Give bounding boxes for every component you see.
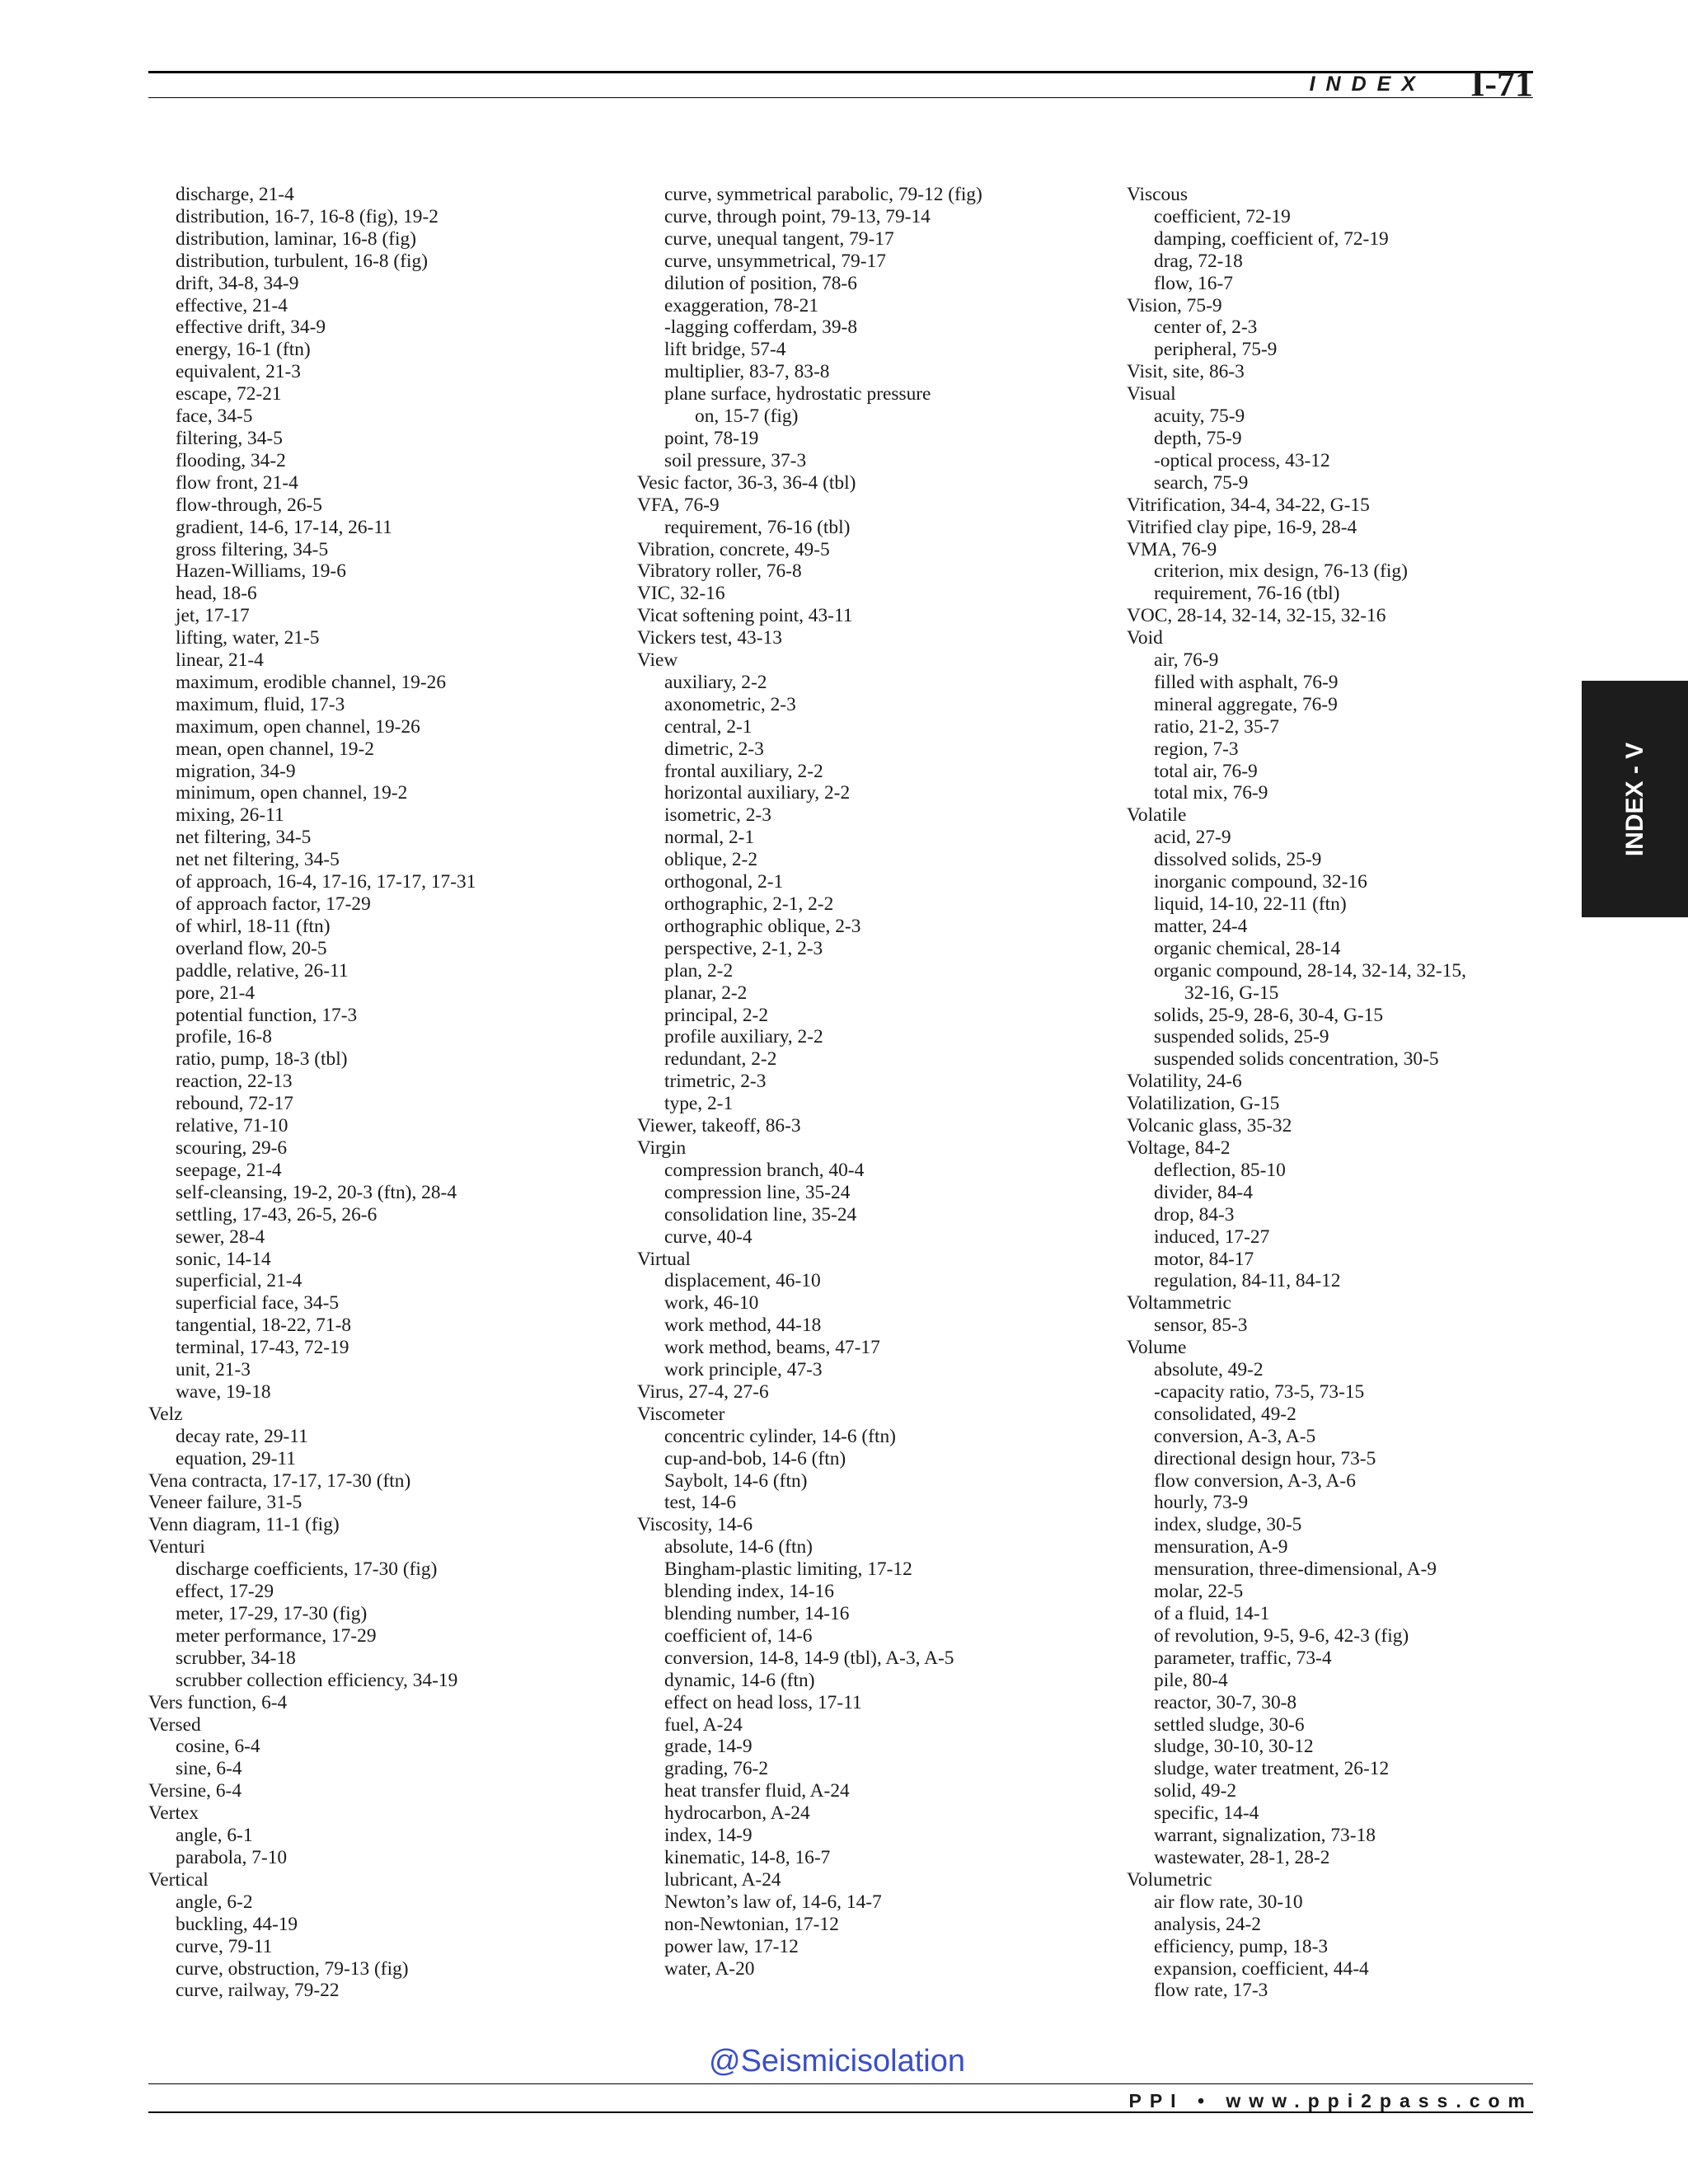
index-subentry: escape, 72-21 xyxy=(176,383,282,405)
index-subentry: index, sludge, 30-5 xyxy=(1154,1514,1302,1536)
index-subentry: -capacity ratio, 73-5, 73-15 xyxy=(1154,1380,1365,1403)
index-subentry: sludge, 30-10, 30-12 xyxy=(1154,1736,1314,1758)
index-subentry: angle, 6-2 xyxy=(176,1891,253,1913)
index-subentry: fuel, A-24 xyxy=(664,1713,743,1736)
index-subentry: sensor, 85-3 xyxy=(1154,1315,1248,1337)
index-heading: Vertex xyxy=(148,1802,199,1825)
index-subentry: power law, 17-12 xyxy=(664,1935,799,1957)
index-subentry: meter, 17-29, 17-30 (fig) xyxy=(176,1603,368,1624)
index-subentry: effect on head loss, 17-11 xyxy=(664,1691,862,1713)
index-heading: Viscosity, 14-6 xyxy=(637,1514,753,1536)
index-subentry: organic compound, 28-14, 32-14, 32-15, xyxy=(1154,959,1466,982)
index-subentry: profile, 16-8 xyxy=(176,1026,272,1048)
index-subentry: tangential, 18-22, 71-8 xyxy=(176,1315,352,1337)
index-heading: Voltage, 84-2 xyxy=(1127,1137,1231,1159)
index-subentry: superficial, 21-4 xyxy=(176,1270,302,1292)
index-subentry: test, 14-6 xyxy=(664,1492,737,1514)
index-subentry: profile auxiliary, 2-2 xyxy=(664,1026,823,1048)
index-subentry: central, 2-1 xyxy=(664,715,753,738)
index-heading: Viscometer xyxy=(637,1403,725,1425)
index-heading: Volumetric xyxy=(1127,1868,1212,1891)
index-subentry: heat transfer fluid, A-24 xyxy=(664,1780,850,1802)
index-subentry: net filtering, 34-5 xyxy=(176,827,312,849)
index-subentry: consolidated, 49-2 xyxy=(1154,1403,1296,1425)
footer-rule-top xyxy=(148,2083,1533,2084)
index-subentry: scrubber collection efficiency, 34-19 xyxy=(176,1669,458,1691)
index-subentry: ratio, pump, 18-3 (tbl) xyxy=(176,1048,348,1071)
index-subentry: concentric cylinder, 14-6 (ftn) xyxy=(664,1425,896,1447)
index-subentry: minimum, open channel, 19-2 xyxy=(176,782,408,804)
index-subentry: face, 34-5 xyxy=(176,405,253,428)
index-subentry: seepage, 21-4 xyxy=(176,1159,282,1181)
index-subentry: curve, unsymmetrical, 79-17 xyxy=(664,250,886,272)
index-subentry: sonic, 14-14 xyxy=(176,1248,271,1270)
index-column-3 xyxy=(1127,184,1466,2002)
index-subentry: directional design hour, 73-5 xyxy=(1154,1447,1376,1469)
index-subentry: curve, railway, 79-22 xyxy=(176,1980,340,2002)
index-subentry: air flow rate, 30-10 xyxy=(1154,1891,1303,1913)
section-thumb-tab xyxy=(1582,681,1688,917)
index-subentry: angle, 6-1 xyxy=(176,1825,253,1847)
index-subentry: damping, coefficient of, 72-19 xyxy=(1154,227,1389,250)
index-heading: Vibratory roller, 76-8 xyxy=(637,560,802,583)
index-subentry: kinematic, 14-8, 16-7 xyxy=(664,1846,831,1868)
index-subentry: drag, 72-18 xyxy=(1154,250,1243,272)
index-subentry: drop, 84-3 xyxy=(1154,1203,1235,1226)
index-subentry: dilution of position, 78-6 xyxy=(664,272,857,294)
index-subentry: frontal auxiliary, 2-2 xyxy=(664,760,823,782)
index-subentry: curve, obstruction, 79-13 (fig) xyxy=(176,1957,409,1980)
index-heading: Vicat softening point, 43-11 xyxy=(637,605,853,627)
index-subentry: migration, 34-9 xyxy=(176,760,296,782)
index-subentry: grading, 76-2 xyxy=(664,1758,769,1780)
index-subentry: normal, 2-1 xyxy=(664,827,755,849)
index-heading: Virtual xyxy=(637,1248,691,1270)
index-subentry: isometric, 2-3 xyxy=(664,804,771,827)
index-subentry: mensuration, A-9 xyxy=(1154,1536,1288,1558)
index-subentry: net net filtering, 34-5 xyxy=(176,849,340,871)
index-subentry: maximum, fluid, 17-3 xyxy=(176,693,345,715)
index-subentry: distribution, laminar, 16-8 (fig) xyxy=(176,227,417,250)
index-subentry: total mix, 76-9 xyxy=(1154,782,1268,804)
index-subentry: mineral aggregate, 76-9 xyxy=(1154,693,1338,715)
index-heading: VOC, 28-14, 32-14, 32-15, 32-16 xyxy=(1127,605,1386,627)
index-subentry: of approach factor, 17-29 xyxy=(176,893,371,915)
index-subentry: hydrocarbon, A-24 xyxy=(664,1802,810,1825)
index-subentry: sine, 6-4 xyxy=(176,1758,242,1780)
index-subentry: flow, 16-7 xyxy=(1154,272,1233,294)
index-subentry: scouring, 29-6 xyxy=(176,1137,288,1159)
index-subentry: equation, 29-11 xyxy=(176,1447,296,1469)
index-heading: Vision, 75-9 xyxy=(1127,294,1222,316)
index-subentry: lift bridge, 57-4 xyxy=(664,339,786,361)
index-heading: Visual xyxy=(1127,383,1176,405)
index-subentry: suspended solids, 25-9 xyxy=(1154,1026,1329,1048)
index-subentry: mensuration, three-dimensional, A-9 xyxy=(1154,1558,1437,1581)
index-heading: Velz xyxy=(148,1403,183,1425)
index-subentry: search, 75-9 xyxy=(1154,471,1249,494)
index-subentry: head, 18-6 xyxy=(176,583,257,605)
index-subentry: maximum, erodible channel, 19-26 xyxy=(176,671,447,693)
index-subentry: blending number, 14-16 xyxy=(664,1603,850,1624)
index-subentry: superficial face, 34-5 xyxy=(176,1292,340,1315)
index-subentry: rebound, 72-17 xyxy=(176,1093,293,1115)
index-subentry: work principle, 47-3 xyxy=(664,1359,823,1381)
index-subentry: gradient, 14-6, 17-14, 26-11 xyxy=(176,516,392,538)
index-subentry: -lagging cofferdam, 39-8 xyxy=(664,316,858,339)
index-subentry: dissolved solids, 25-9 xyxy=(1154,849,1322,871)
index-subentry: oblique, 2-2 xyxy=(664,849,758,871)
index-subentry: gross filtering, 34-5 xyxy=(176,538,329,560)
index-subentry: planar, 2-2 xyxy=(664,982,748,1004)
index-subentry: orthographic, 2-1, 2-2 xyxy=(664,893,834,915)
index-subentry: unit, 21-3 xyxy=(176,1359,251,1381)
index-subentry: criterion, mix design, 76-13 (fig) xyxy=(1154,560,1408,583)
index-heading: Voltammetric xyxy=(1127,1292,1231,1315)
index-subentry: of a fluid, 14-1 xyxy=(1154,1603,1270,1624)
index-subentry: lifting, water, 21-5 xyxy=(176,627,320,649)
index-subentry: work method, beams, 47-17 xyxy=(664,1337,880,1359)
index-subentry: ratio, 21-2, 35-7 xyxy=(1154,715,1280,738)
index-heading: Volcanic glass, 35-32 xyxy=(1127,1115,1292,1137)
index-subentry: conversion, 14-8, 14-9 (tbl), A-3, A-5 xyxy=(664,1647,954,1669)
index-subentry: solid, 49-2 xyxy=(1154,1780,1237,1802)
index-subentry: parameter, traffic, 73-4 xyxy=(1154,1647,1332,1669)
index-subentry: induced, 17-27 xyxy=(1154,1226,1270,1248)
index-subentry: compression line, 35-24 xyxy=(664,1181,851,1203)
index-subentry: solids, 25-9, 28-6, 30-4, G-15 xyxy=(1154,1004,1384,1026)
index-subentry: molar, 22-5 xyxy=(1154,1581,1244,1603)
index-subentry: regulation, 84-11, 84-12 xyxy=(1154,1270,1341,1292)
index-subentry: discharge, 21-4 xyxy=(176,184,294,205)
index-subentry: compression branch, 40-4 xyxy=(664,1159,865,1181)
index-subentry: perspective, 2-1, 2-3 xyxy=(664,937,823,959)
index-subentry: liquid, 14-10, 22-11 (ftn) xyxy=(1154,893,1347,915)
footer-publisher-url: PPI • www.ppi2pass.com xyxy=(1128,2090,1533,2111)
index-subentry: drift, 34-8, 34-9 xyxy=(176,272,299,294)
index-subentry: grade, 14-9 xyxy=(664,1736,753,1758)
index-heading: Vitrification, 34-4, 34-22, G-15 xyxy=(1127,494,1370,516)
index-subentry: divider, 84-4 xyxy=(1154,1181,1253,1203)
index-subentry: plan, 2-2 xyxy=(664,959,734,982)
index-subentry: total air, 76-9 xyxy=(1154,760,1258,782)
index-subentry: analysis, 24-2 xyxy=(1154,1913,1261,1935)
index-subentry: filled with asphalt, 76-9 xyxy=(1154,671,1339,693)
index-subentry: expansion, coefficient, 44-4 xyxy=(1154,1957,1369,1980)
index-subentry: work, 46-10 xyxy=(664,1292,759,1315)
index-continuation: 32-16, G-15 xyxy=(1184,982,1279,1004)
index-subentry: wastewater, 28-1, 28-2 xyxy=(1154,1846,1330,1868)
index-subentry: non-Newtonian, 17-12 xyxy=(664,1913,839,1935)
index-subentry: point, 78-19 xyxy=(664,427,759,449)
index-subentry: curve, 79-11 xyxy=(176,1935,273,1957)
index-subentry: energy, 16-1 (ftn) xyxy=(176,339,311,361)
index-heading: Veneer failure, 31-5 xyxy=(148,1492,302,1514)
index-subentry: discharge coefficients, 17-30 (fig) xyxy=(176,1558,438,1581)
index-heading: VFA, 76-9 xyxy=(637,494,720,516)
index-subentry: warrant, signalization, 73-18 xyxy=(1154,1825,1376,1847)
index-continuation: on, 15-7 (fig) xyxy=(695,405,799,428)
index-subentry: hourly, 73-9 xyxy=(1154,1492,1249,1514)
index-heading: Volatilization, G-15 xyxy=(1127,1093,1280,1115)
index-heading: Virus, 27-4, 27-6 xyxy=(637,1380,769,1403)
footer-rule-bottom xyxy=(148,2111,1533,2113)
index-subentry: axonometric, 2-3 xyxy=(664,693,796,715)
index-heading: Vena contracta, 17-17, 17-30 (ftn) xyxy=(148,1469,411,1492)
index-subentry: acuity, 75-9 xyxy=(1154,405,1245,428)
index-subentry: flow front, 21-4 xyxy=(176,471,298,494)
section-thumb-tab-label: INDEX - V xyxy=(1620,742,1648,856)
index-subentry: Bingham-plastic limiting, 17-12 xyxy=(664,1558,912,1581)
index-heading: VMA, 76-9 xyxy=(1127,538,1217,560)
index-subentry: maximum, open channel, 19-26 xyxy=(176,715,420,738)
index-heading: Vitrified clay pipe, 16-9, 28-4 xyxy=(1127,516,1357,538)
index-subentry: cup-and-bob, 14-6 (ftn) xyxy=(664,1447,846,1469)
index-subentry: effect, 17-29 xyxy=(176,1581,274,1603)
index-heading: View xyxy=(637,649,678,672)
index-column-2 xyxy=(637,184,982,1980)
index-subentry: requirement, 76-16 (tbl) xyxy=(664,516,851,538)
index-subentry: of revolution, 9-5, 9-6, 42-3 (fig) xyxy=(1154,1624,1409,1647)
index-subentry: reaction, 22-13 xyxy=(176,1071,293,1093)
index-heading: Volume xyxy=(1127,1337,1187,1359)
index-heading: Viscous xyxy=(1127,184,1188,205)
index-subentry: meter performance, 17-29 xyxy=(176,1624,377,1647)
index-subentry: dynamic, 14-6 (ftn) xyxy=(664,1669,815,1691)
index-subentry: type, 2-1 xyxy=(664,1093,734,1115)
running-header-label: INDEX xyxy=(1309,73,1426,96)
index-heading: VIC, 32-16 xyxy=(637,583,725,605)
index-subentry: deflection, 85-10 xyxy=(1154,1159,1286,1181)
index-subentry: distribution, 16-7, 16-8 (fig), 19-2 xyxy=(176,205,438,227)
index-subentry: coefficient of, 14-6 xyxy=(664,1624,813,1647)
index-subentry: acid, 27-9 xyxy=(1154,827,1231,849)
index-subentry: absolute, 49-2 xyxy=(1154,1359,1264,1381)
index-subentry: motor, 84-17 xyxy=(1154,1248,1254,1270)
index-subentry: of whirl, 18-11 (ftn) xyxy=(176,915,331,937)
index-subentry: reactor, 30-7, 30-8 xyxy=(1154,1691,1297,1713)
index-subentry: overland flow, 20-5 xyxy=(176,937,327,959)
index-subentry: requirement, 76-16 (tbl) xyxy=(1154,583,1340,605)
index-subentry: equivalent, 21-3 xyxy=(176,361,301,383)
index-subentry: parabola, 7-10 xyxy=(176,1846,288,1868)
index-subentry: conversion, A-3, A-5 xyxy=(1154,1425,1316,1447)
page-number: I-71 xyxy=(1470,63,1533,104)
index-heading: Vertical xyxy=(148,1868,209,1891)
index-heading: Vibration, concrete, 49-5 xyxy=(637,538,830,560)
index-heading: Vesic factor, 36-3, 36-4 (tbl) xyxy=(637,471,856,494)
index-heading: Vickers test, 43-13 xyxy=(637,627,782,649)
index-subentry: relative, 71-10 xyxy=(176,1115,288,1137)
index-subentry: coefficient, 72-19 xyxy=(1154,205,1291,227)
index-subentry: buckling, 44-19 xyxy=(176,1913,298,1935)
index-subentry: sewer, 28-4 xyxy=(176,1226,265,1248)
index-subentry: air, 76-9 xyxy=(1154,649,1219,672)
index-subentry: pile, 80-4 xyxy=(1154,1669,1228,1691)
index-heading: Viewer, takeoff, 86-3 xyxy=(637,1115,801,1137)
index-heading: Versine, 6-4 xyxy=(148,1780,242,1802)
index-subentry: linear, 21-4 xyxy=(176,649,264,672)
index-subentry: of approach, 16-4, 17-16, 17-17, 17-31 xyxy=(176,871,476,893)
index-subentry: soil pressure, 37-3 xyxy=(664,449,807,471)
index-column-1 xyxy=(148,184,476,2002)
index-subentry: horizontal auxiliary, 2-2 xyxy=(664,782,851,804)
index-subentry: terminal, 17-43, 72-19 xyxy=(176,1337,349,1359)
index-subentry: displacement, 46-10 xyxy=(664,1270,821,1292)
index-subentry: index, 14-9 xyxy=(664,1825,753,1847)
index-subentry: filtering, 34-5 xyxy=(176,427,283,449)
index-subentry: Hazen-Williams, 19-6 xyxy=(176,560,346,583)
index-subentry: self-cleansing, 19-2, 20-3 (ftn), 28-4 xyxy=(176,1181,457,1203)
index-subentry: redundant, 2-2 xyxy=(664,1048,777,1071)
watermark: @Seismicisolation xyxy=(709,2044,966,2079)
index-subentry: curve, 40-4 xyxy=(664,1226,753,1248)
index-subentry: -optical process, 43-12 xyxy=(1154,449,1330,471)
index-subentry: center of, 2-3 xyxy=(1154,316,1258,339)
index-subentry: dimetric, 2-3 xyxy=(664,738,764,760)
index-heading: Volatility, 24-6 xyxy=(1127,1071,1242,1093)
index-subentry: distribution, turbulent, 16-8 (fig) xyxy=(176,250,428,272)
index-heading: Versed xyxy=(148,1713,201,1736)
index-subentry: work method, 44-18 xyxy=(664,1315,822,1337)
index-subentry: jet, 17-17 xyxy=(176,605,250,627)
index-subentry: trimetric, 2-3 xyxy=(664,1071,767,1093)
index-subentry: water, A-20 xyxy=(664,1957,755,1980)
index-subentry: effective, 21-4 xyxy=(176,294,288,316)
index-subentry: cosine, 6-4 xyxy=(176,1736,260,1758)
index-subentry: inorganic compound, 32-16 xyxy=(1154,871,1367,893)
index-subentry: blending index, 14-16 xyxy=(664,1581,834,1603)
index-subentry: Saybolt, 14-6 (ftn) xyxy=(664,1469,808,1492)
index-subentry: exaggeration, 78-21 xyxy=(664,294,819,316)
index-subentry: wave, 19-18 xyxy=(176,1380,271,1403)
index-subentry: curve, unequal tangent, 79-17 xyxy=(664,227,894,250)
index-subentry: efficiency, pump, 18-3 xyxy=(1154,1935,1329,1957)
index-subentry: pore, 21-4 xyxy=(176,982,256,1004)
index-subentry: sludge, water treatment, 26-12 xyxy=(1154,1758,1390,1780)
index-subentry: mixing, 26-11 xyxy=(176,804,284,827)
index-subentry: settling, 17-43, 26-5, 26-6 xyxy=(176,1203,377,1226)
index-subentry: curve, symmetrical parabolic, 79-12 (fig) xyxy=(664,184,982,205)
index-subentry: peripheral, 75-9 xyxy=(1154,339,1278,361)
index-subentry: matter, 24-4 xyxy=(1154,915,1248,937)
index-subentry: lubricant, A-24 xyxy=(664,1868,781,1891)
index-subentry: potential function, 17-3 xyxy=(176,1004,358,1026)
index-subentry: absolute, 14-6 (ftn) xyxy=(664,1536,813,1558)
index-subentry: consolidation line, 35-24 xyxy=(664,1203,857,1226)
index-subentry: paddle, relative, 26-11 xyxy=(176,959,349,982)
index-subentry: mean, open channel, 19-2 xyxy=(176,738,374,760)
index-subentry: orthographic oblique, 2-3 xyxy=(664,915,861,937)
index-subentry: flow rate, 17-3 xyxy=(1154,1980,1268,2002)
index-subentry: settled sludge, 30-6 xyxy=(1154,1713,1305,1736)
index-subentry: decay rate, 29-11 xyxy=(176,1425,308,1447)
index-subentry: auxiliary, 2-2 xyxy=(664,671,767,693)
index-heading: Void xyxy=(1127,627,1163,649)
index-heading: Virgin xyxy=(637,1137,687,1159)
index-heading: Volatile xyxy=(1127,804,1187,827)
index-subentry: scrubber, 34-18 xyxy=(176,1647,296,1669)
index-subentry: flow conversion, A-3, A-6 xyxy=(1154,1469,1356,1492)
index-subentry: effective drift, 34-9 xyxy=(176,316,326,339)
index-subentry: multiplier, 83-7, 83-8 xyxy=(664,361,830,383)
index-subentry: principal, 2-2 xyxy=(664,1004,769,1026)
index-subentry: suspended solids concentration, 30-5 xyxy=(1154,1048,1439,1071)
header-rule-bottom xyxy=(148,97,1533,98)
index-subentry: curve, through point, 79-13, 79-14 xyxy=(664,205,931,227)
index-heading: Venturi xyxy=(148,1536,205,1558)
index-subentry: flow-through, 26-5 xyxy=(176,494,322,516)
index-heading: Visit, site, 86-3 xyxy=(1127,361,1245,383)
index-heading: Venn diagram, 11-1 (fig) xyxy=(148,1514,340,1536)
index-heading: Vers function, 6-4 xyxy=(148,1691,288,1713)
index-subentry: organic chemical, 28-14 xyxy=(1154,937,1341,959)
index-subentry: depth, 75-9 xyxy=(1154,427,1242,449)
index-subentry: region, 7-3 xyxy=(1154,738,1239,760)
index-subentry: specific, 14-4 xyxy=(1154,1802,1259,1825)
index-subentry: flooding, 34-2 xyxy=(176,449,286,471)
index-subentry: orthogonal, 2-1 xyxy=(664,871,784,893)
index-subentry: plane surface, hydrostatic pressure xyxy=(664,383,931,405)
index-subentry: Newton’s law of, 14-6, 14-7 xyxy=(664,1891,882,1913)
